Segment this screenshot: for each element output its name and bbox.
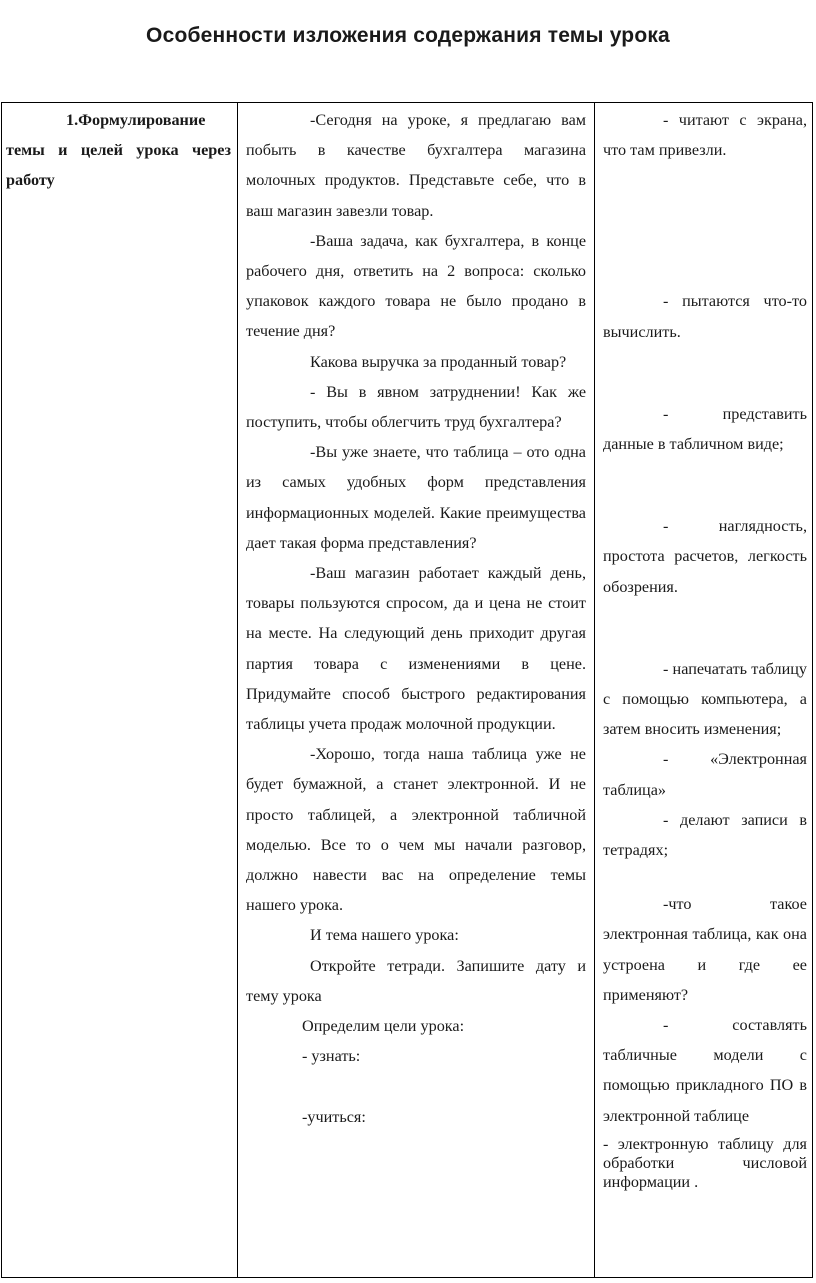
student-response: - пытаются что-то вычислить. (603, 292, 807, 341)
student-response: - «Электронная таблица» (603, 750, 807, 799)
teacher-text: И тема нашего урока: (310, 926, 459, 945)
teacher-text: -Сегодня на уроке, я предлагаю вам побыть в качестве бухгалтера магазина молочных продуктов. Представьте себе, что в ваш магазин завезли товар. (246, 111, 586, 220)
teacher-text: Какова выручка за проданный товар? (310, 352, 567, 371)
teacher-text: -учиться: (302, 1107, 366, 1126)
student-response: -что такое электронная таблица, как она устроена и где ее применяют? (603, 895, 807, 1004)
stage-heading: 1.Формулирование темы и целей урока через работу (6, 111, 231, 190)
teacher-text: -Ваша задача, как бухгалтера, в конце рабочего дня, ответить на 2 вопроса: сколько упаковок каждого товара не было продано в течение дня? (246, 231, 586, 341)
page-title: Особенности изложения содержания темы урока (146, 24, 670, 47)
stage-column (2, 103, 237, 1277)
student-response: - наглядность, простота расчетов, легкость обозрения. (603, 517, 807, 596)
student-response: - электронную таблицу для обработки числовой информации . (603, 1134, 807, 1191)
teacher-text: -Вы уже знаете, что таблица – ото одна из самых удобных форм представления информационных моделей. Какие преимущества дает такая форма представления? (246, 443, 586, 552)
lesson-table (1, 102, 813, 1278)
student-response: - читают с экрана, что там привезли. (603, 111, 807, 160)
teacher-text: -Хорошо, тогда наша таблица уже не будет бумажной, а станет электронной. И не просто таблицей, а электронной табличной моделью. Все то о чем мы начали разговор, должно навести вас на определение темы нашего урока. (246, 745, 586, 915)
student-response: - делают записи в тетрадях; (603, 810, 807, 860)
teacher-text: -Ваш магазин работает каждый день, товары пользуются спросом, да и цена не стоит на месте. На следующий день приходит другая партия товара с изменениями в цене. Придумайте способ быстрого редактирования таблицы учета продаж молочной продукции. (246, 564, 586, 734)
teacher-column (238, 103, 594, 1277)
student-response: - представить данные в табличном виде; (603, 404, 807, 454)
teacher-text: Определим цели урока: (302, 1017, 465, 1036)
student-response: - составлять табличные модели с помощью прикладного ПО в электронной таблице (603, 1016, 807, 1125)
teacher-text: Откройте тетради. Запишите дату и тему урока (246, 956, 586, 1005)
teacher-text: - Вы в явном затруднении! Как же поступить, чтобы облегчить труд бухгалтера? (246, 382, 586, 432)
student-column (595, 103, 813, 1277)
teacher-text: - узнать: (302, 1047, 361, 1066)
student-response: - напечатать таблицу с помощью компьютера, а затем вносить изменения; (603, 659, 807, 739)
